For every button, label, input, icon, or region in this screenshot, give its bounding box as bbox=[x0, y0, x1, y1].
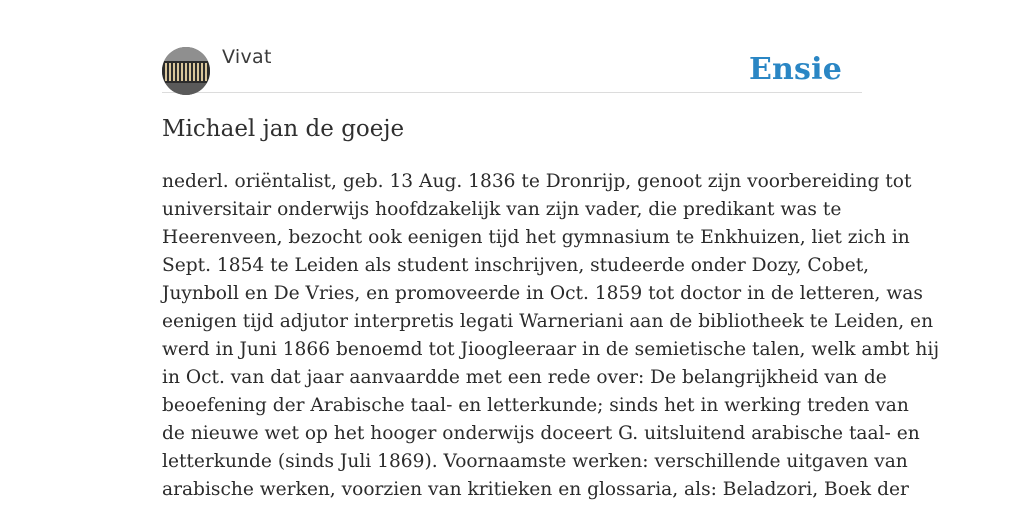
brand-logo[interactable]: Ensie bbox=[748, 52, 842, 87]
body-line: universitair onderwijs hoofdzakelijk van zijn vader, die predikant was te bbox=[162, 199, 842, 220]
body-line: werd in Juni 1866 benoemd tot Jioogleeraar in de semietische talen, welk ambt hij bbox=[162, 339, 940, 360]
body-line: arabische werken, voorzien van kritieken en glossaria, als: Beladzori, Boek der bbox=[162, 479, 909, 500]
header bbox=[162, 0, 862, 93]
body-line: letterkunde (sinds Juli 1869). Voornaamste werken: verschillende uitgaven van bbox=[162, 451, 908, 472]
article-body bbox=[162, 168, 940, 504]
page bbox=[162, 0, 940, 500]
body-line: beoefening der Arabische taal- en letterkunde; sinds het in werking treden van bbox=[162, 395, 909, 416]
book-spines-avatar-icon[interactable] bbox=[162, 47, 210, 95]
book-spines-image bbox=[162, 47, 210, 95]
body-line: nederl. oriëntalist, geb. 13 Aug. 1836 te Dronrijp, genoot zijn voorbereiding tot bbox=[162, 171, 912, 192]
body-line: eenigen tijd adjutor interpretis legati Warneriani aan de bibliotheek te Leiden, en bbox=[162, 311, 934, 332]
body-line: in Oct. van dat jaar aanvaardde met een rede over: De belangrijkheid van de bbox=[162, 367, 887, 388]
page-title: Michael jan de goeje bbox=[162, 116, 405, 142]
body-line: de nieuwe wet op het hooger onderwijs doceert G. uitsluitend arabische taal- en bbox=[162, 423, 920, 444]
body-line: Juynboll en De Vries, en promoveerde in Oct. 1859 tot doctor in de letteren, was bbox=[162, 283, 923, 304]
body-line: Sept. 1854 te Leiden als student inschrijven, studeerde onder Dozy, Cobet, bbox=[162, 255, 870, 276]
body-line: Heerenveen, bezocht ook eenigen tijd het gymnasium te Enkhuizen, liet zich in bbox=[162, 227, 910, 248]
source-name[interactable]: Vivat bbox=[222, 46, 272, 68]
